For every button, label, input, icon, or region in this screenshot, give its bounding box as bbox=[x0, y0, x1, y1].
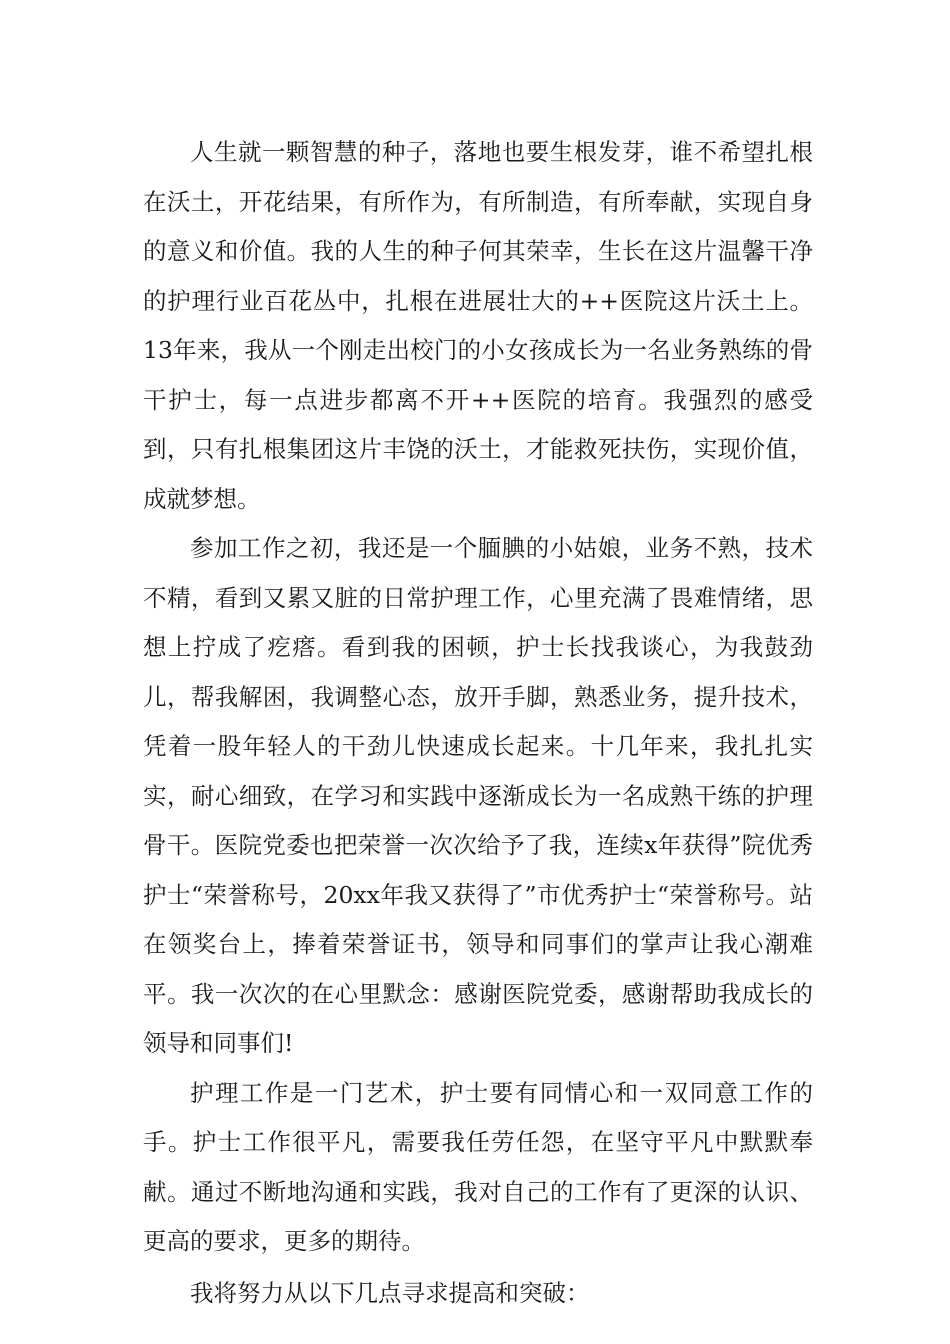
paragraph-1: 人生就一颗智慧的种子，落地也要生根发芽，谁不希望扎根在沃土，开花结果，有所作为，有所制造，有所奉献，实现自身的意义和价值。我的人生的种子何其荣幸，生长在这片温馨干净的护理行业百花丛中，扎根在进展壮大的++医院这片沃土上。13年来，我从一个刚走出校门的小女孩成长为一名业务熟练的骨干护士，每一点进步都离不开++医院的培育。我强烈的感受到，只有扎根集团这片丰饶的沃土，才能救死扶伤，实现价值，成就梦想。 bbox=[143, 138, 813, 513]
paragraph-3: 护理工作是一门艺术，护士要有同情心和一双同意工作的手。护士工作很平凡，需要我任劳任怨，在坚守平凡中默默奉献。通过不断地沟通和实践，我对自己的工作有了更深的认识、更高的要求，更多的期待。 bbox=[143, 1078, 813, 1255]
paragraph-2: 参加工作之初，我还是一个腼腆的小姑娘，业务不熟，技术不精，看到又累又脏的日常护理工作，心里充满了畏难情绪，思想上拧成了疙瘩。看到我的困顿，护士长找我谈心，为我鼓劲儿，帮我解困，我调整心态，放开手脚，熟悉业务，提升技术，凭着一股年轻人的干劲儿快速成长起来。十几年来，我扎扎实实，耐心细致，在学习和实践中逐渐成长为一名成熟干练的护理骨干。医院党委也把荣誉一次次给予了我，连续x年获得”院优秀护士“荣誉称号，20xx年我又获得了”市优秀护士“荣誉称号。站在领奖台上，捧着荣誉证书，领导和同事们的掌声让我心潮难平。我一次次的在心里默念：感谢医院党委，感谢帮助我成长的领导和同事们! bbox=[143, 534, 813, 1057]
paragraph-4: 我将努力从以下几点寻求提高和突破： bbox=[190, 1278, 590, 1307]
document-body bbox=[143, 128, 813, 1318]
